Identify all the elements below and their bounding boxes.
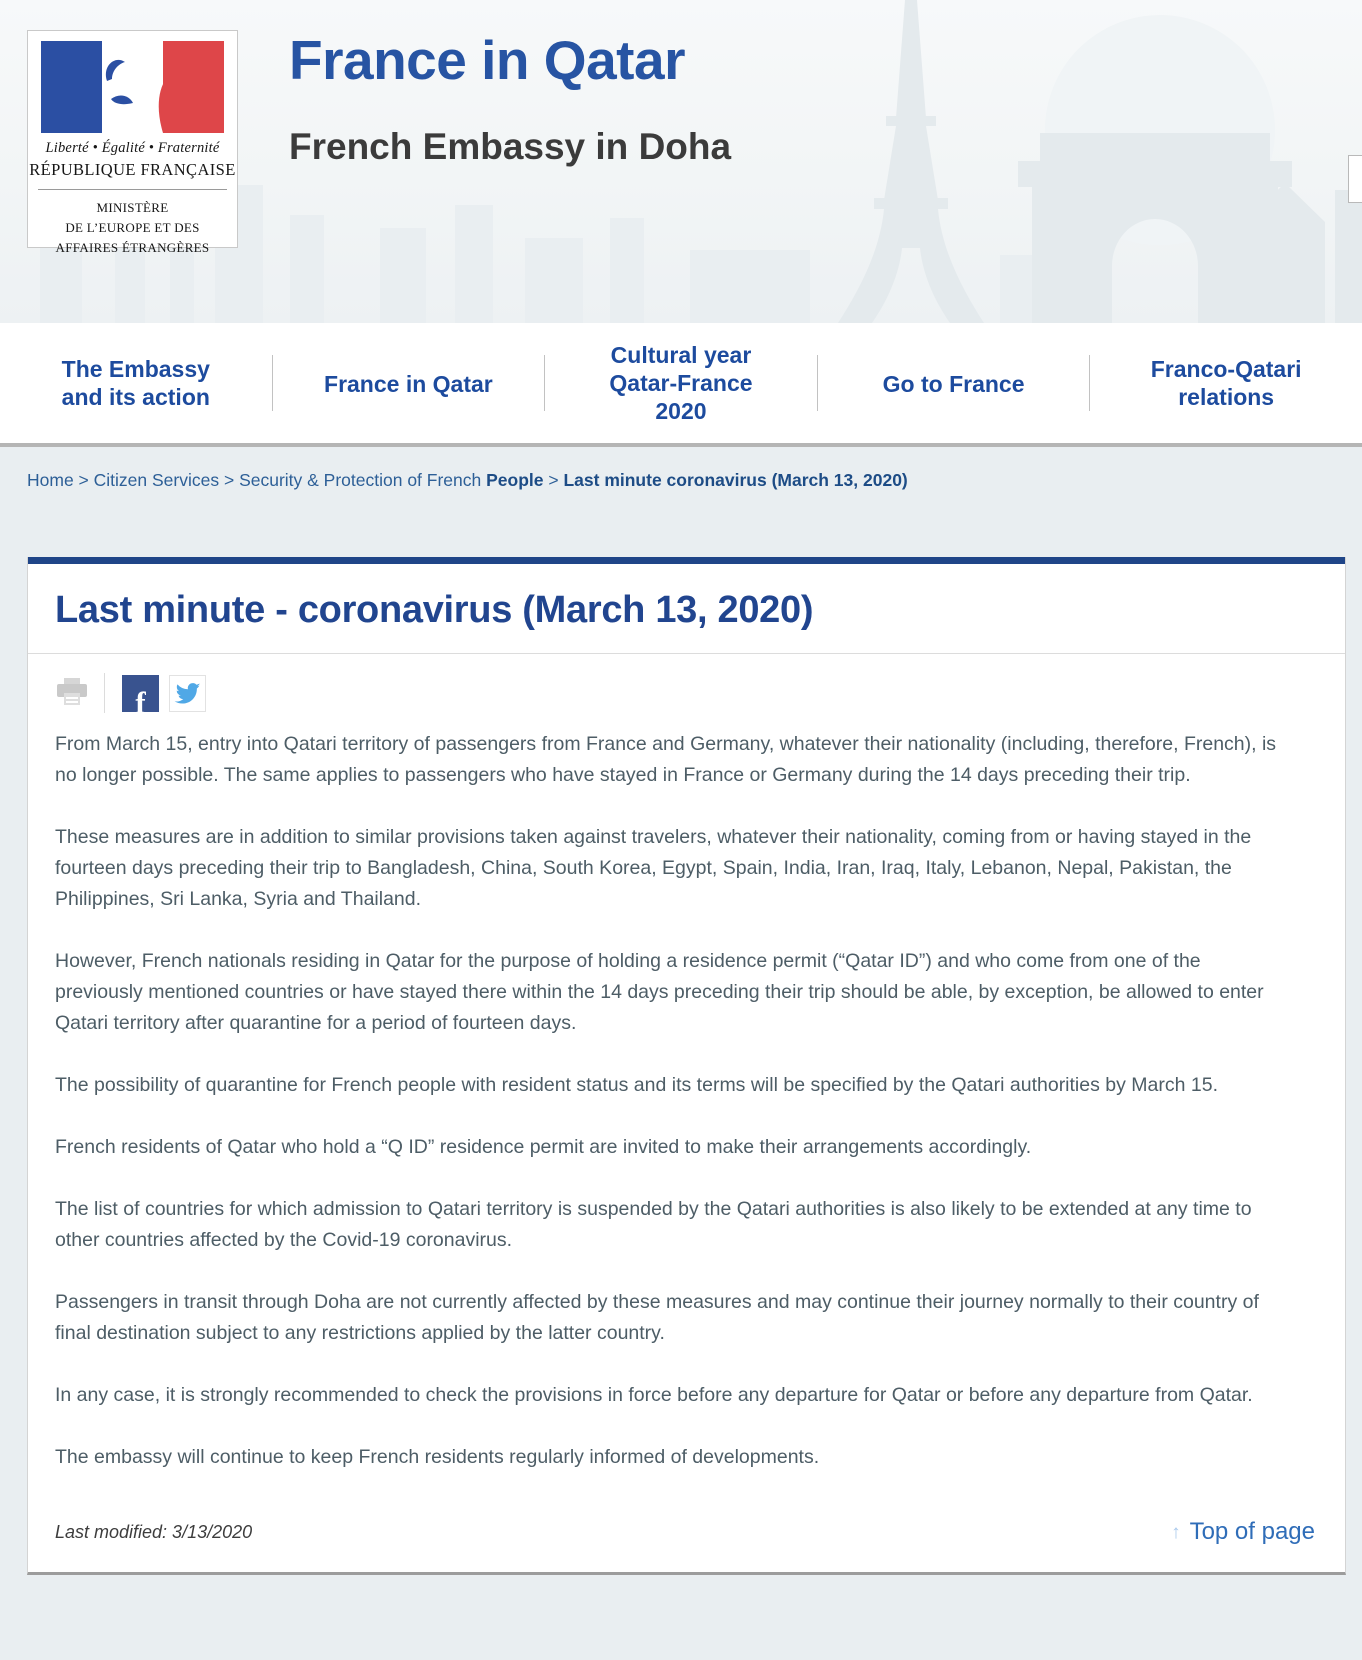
ministry-logo[interactable]: [27, 30, 238, 256]
article-container: [27, 557, 1346, 1575]
logo-divider: [38, 189, 227, 190]
last-modified: Last modified: 3/13/2020: [55, 1521, 253, 1542]
top-of-page-link[interactable]: [1171, 1518, 1315, 1546]
nav-item-label: The Embassy and its action: [61, 355, 210, 410]
search-box-partial[interactable]: [1348, 155, 1362, 203]
nav-item-label: Franco-Qatari relations: [1150, 355, 1302, 410]
site-title[interactable]: France in Qatar: [289, 29, 685, 91]
breadcrumb-citizen-services[interactable]: Citizen Services: [93, 470, 220, 490]
nav-item-label: Cultural year Qatar-France 2020: [609, 341, 753, 425]
twitter-icon: [174, 680, 201, 707]
article-paragraph: However, French nationals residing in Qatar for the purpose of holding a residence permit (“Qatar ID”) and who come from one of the previously mentioned countries or have stayed there within the 14 days preceding their trip should be able, by exception, be allowed to enter Qatari territory after quarantine for a period of fourteen days.: [55, 950, 1264, 1034]
article-paragraph: These measures are in addition to similar provisions taken against travelers, whatever their nationality, coming from or having stayed in the fourteen days preceding their trip to Bangladesh, China, South Korea, Egypt, Spain, India, Iran, Iraq, Italy, Lebanon, Nepal, Pakistan, the Philippines, Sri Lanka, Syria and Thailand.: [55, 826, 1252, 910]
logo-ministry-line: MINISTÈRE: [96, 200, 169, 215]
breadcrumb: [0, 447, 1362, 557]
article-top-bar: [28, 557, 1345, 564]
share-toolbar-divider: [104, 673, 105, 713]
article-body: [28, 717, 1345, 1473]
facebook-icon: f: [135, 684, 146, 720]
share-toolbar: [28, 654, 1345, 720]
article-paragraph: Passengers in transit through Doha are not currently affected by these measures and may continue their journey normally to their country of final destination subject to any restrictions applied by the latter country.: [55, 1291, 1259, 1344]
logo-ministry: [28, 198, 237, 258]
logo-motto: Liberté • Égalité • Fraternité: [45, 140, 220, 156]
article-paragraph: French residents of Qatar who hold a “Q ID” residence permit are invited to make their arrangements accordingly.: [55, 1136, 1032, 1158]
site-subtitle: French Embassy in Doha: [289, 126, 732, 167]
breadcrumb-separator: >: [543, 470, 564, 490]
nav-item-franco-qatari-relations[interactable]: [1090, 355, 1362, 411]
logo-republic: RÉPUBLIQUE FRANÇAISE: [29, 160, 236, 179]
main-nav: [0, 323, 1362, 443]
nav-item-embassy-action[interactable]: [0, 355, 272, 411]
nav-item-france-in-qatar[interactable]: [273, 368, 545, 398]
twitter-share-button[interactable]: [169, 675, 206, 712]
facebook-share-button[interactable]: [122, 675, 159, 720]
french-flag-marianne-logo: [41, 41, 224, 133]
nav-item-label: Go to France: [882, 370, 1025, 397]
article-paragraph: The embassy will continue to keep French residents regularly informed of developments.: [55, 1446, 820, 1468]
up-arrow-icon: ↑: [1171, 1521, 1181, 1543]
top-of-page-label: Top of page: [1189, 1518, 1315, 1545]
breadcrumb-current-page: Last minute coronavirus (March 13, 2020): [563, 470, 908, 490]
logo-ministry-line: DE L’EUROPE ET DES: [65, 220, 200, 236]
nav-item-cultural-year[interactable]: [545, 341, 817, 425]
breadcrumb-people[interactable]: People: [486, 470, 544, 490]
logo-ministry-line: AFFAIRES ÉTRANGÈRES: [55, 240, 210, 256]
breadcrumb-home[interactable]: Home: [27, 470, 74, 490]
page-title: Last minute - coronavirus (March 13, 2020): [28, 564, 1345, 654]
article-footer: [28, 1504, 1345, 1572]
print-button[interactable]: [55, 678, 89, 708]
article-paragraph: The list of countries for which admission to Qatari territory is suspended by the Qatari authorities is also likely to be extended at any time to other countries affected by the Covid-19 coronavirus.: [55, 1198, 1252, 1251]
nav-item-go-to-france[interactable]: [818, 368, 1090, 398]
nav-item-label: France in Qatar: [324, 370, 493, 397]
printer-icon: [55, 678, 89, 708]
breadcrumb-security-protection[interactable]: Security & Protection of French: [239, 470, 487, 490]
article-paragraph: In any case, it is strongly recommended to check the provisions in force before any departure for Qatar or before any departure from Qatar.: [55, 1384, 1253, 1406]
site-header: [0, 0, 1362, 323]
article-paragraph: From March 15, entry into Qatari territory of passengers from France and Germany, whatever their nationality (including, therefore, French), is no longer possible. The same applies to passengers who have stayed in France or Germany during the 14 days preceding their trip.: [55, 733, 1277, 786]
breadcrumb-separator: >: [219, 470, 240, 490]
breadcrumb-separator: >: [73, 470, 94, 490]
article-paragraph: The possibility of quarantine for French people with resident status and its terms will be specified by the Qatari authorities by March 15.: [55, 1074, 1218, 1096]
